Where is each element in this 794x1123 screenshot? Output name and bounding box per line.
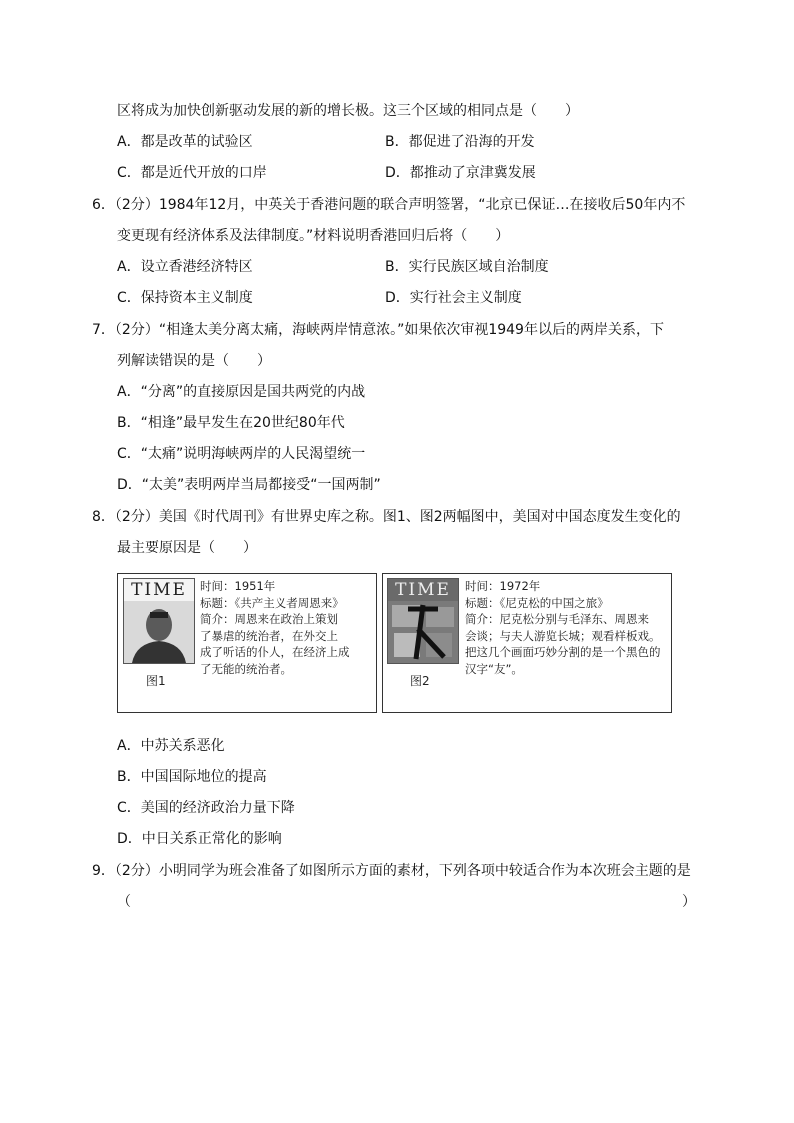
fig1-line: 成了听话的仆人，在经济上成 bbox=[200, 645, 350, 659]
time-masthead: TIME bbox=[131, 580, 187, 600]
fig1-line: 时间：1951年 bbox=[200, 579, 276, 593]
q7-stem-line1: 7．（2分）“相逢太美分离太痛，海峡两岸情意浓。”如果依次审视1949年以后的两岸关系，下 bbox=[92, 322, 664, 338]
q6-option-d[interactable]: D．实行社会主义制度 bbox=[385, 290, 522, 306]
q6-option-b[interactable]: B．实行民族区域自治制度 bbox=[385, 259, 549, 275]
figure-1-caption: 图1 bbox=[146, 674, 166, 688]
q6-stem-line2: 变更现有经济体系及法律制度。”材料说明香港回归后将（ ） bbox=[117, 228, 510, 244]
q8-option-d[interactable]: D．中日关系正常化的影响 bbox=[117, 831, 282, 847]
figure-1 bbox=[117, 573, 377, 713]
q7-stem-line2: 列解读错误的是（ ） bbox=[117, 353, 271, 369]
q6-option-a[interactable]: A．设立香港经济特区 bbox=[117, 259, 253, 275]
fig2-line: 简介：尼克松分别与毛泽东、周恩来 bbox=[465, 612, 649, 626]
q5-option-a[interactable]: A．都是改革的试验区 bbox=[117, 134, 253, 150]
q9-answer-paren-close: ） bbox=[682, 894, 696, 910]
fig2-line: 汉字“友”。 bbox=[465, 661, 523, 676]
q8-option-a[interactable]: A．中苏关系恶化 bbox=[117, 738, 225, 754]
q5-stem: 区将成为加快创新驱动发展的新的增长极。这三个区域的相同点是（ ） bbox=[117, 103, 579, 119]
fig2-line: 把这几个画面巧妙分割的是一个黑色的 bbox=[465, 645, 661, 659]
fig1-line: 了暴虐的统治者，在外交上 bbox=[200, 628, 338, 643]
time-cover-1972 bbox=[387, 578, 459, 664]
figure-2-caption: 图2 bbox=[410, 674, 430, 688]
q5-option-b[interactable]: B．都促进了沿海的开发 bbox=[385, 134, 535, 150]
q8-option-c[interactable]: C．美国的经济政治力量下降 bbox=[117, 800, 295, 816]
figure-2 bbox=[382, 573, 672, 713]
fig2-line: 标题：《尼克松的中国之旅》 bbox=[465, 595, 609, 610]
portrait-image bbox=[124, 601, 194, 663]
fig1-line: 标题：《共产主义者周恩来》 bbox=[200, 595, 344, 610]
q5-option-d[interactable]: D．都推动了京津冀发展 bbox=[385, 165, 536, 181]
q7-option-a[interactable]: A．“分离”的直接原因是国共两党的内战 bbox=[117, 384, 366, 400]
collage-image bbox=[388, 601, 458, 663]
fig2-line: 时间：1972年 bbox=[465, 579, 541, 593]
q8-stem-line1: 8．（2分）美国《时代周刊》有世界史库之称。图1、图2两幅图中，美国对中国态度发生变化的 bbox=[92, 509, 681, 525]
fig2-line: 会谈；与夫人游览长城；观看样板戏。 bbox=[465, 628, 661, 643]
figure-2-text bbox=[465, 578, 661, 677]
fig1-line: 了无能的统治者。 bbox=[200, 661, 292, 676]
q8-option-b[interactable]: B．中国国际地位的提高 bbox=[117, 769, 267, 785]
figure-1-text bbox=[200, 578, 350, 677]
q9-answer-paren-open[interactable]: （ bbox=[117, 894, 131, 910]
q7-option-c[interactable]: C．“太痛”说明海峡两岸的人民渴望统一 bbox=[117, 446, 366, 462]
time-masthead: TIME bbox=[395, 580, 451, 600]
q7-option-b[interactable]: B．“相逢”最早发生在20世纪80年代 bbox=[117, 415, 345, 431]
q5-option-c[interactable]: C．都是近代开放的口岸 bbox=[117, 165, 267, 181]
time-cover-1951 bbox=[123, 578, 195, 664]
q6-stem-line1: 6．（2分）1984年12月，中英关于香港问题的联合声明签署，“北京已保证…在接收后50年内不 bbox=[92, 197, 686, 213]
q9-stem-line1: 9．（2分）小明同学为班会准备了如图所示方面的素材，下列各项中较适合作为本次班会主题的是 bbox=[92, 863, 691, 879]
fig1-line: 简介：周恩来在政治上策划 bbox=[200, 612, 338, 626]
q8-stem-line2: 最主要原因是（ ） bbox=[117, 540, 257, 556]
q7-option-d[interactable]: D．“太美”表明两岸当局都接受“一国两制” bbox=[117, 477, 381, 493]
q6-option-c[interactable]: C．保持资本主义制度 bbox=[117, 290, 253, 306]
